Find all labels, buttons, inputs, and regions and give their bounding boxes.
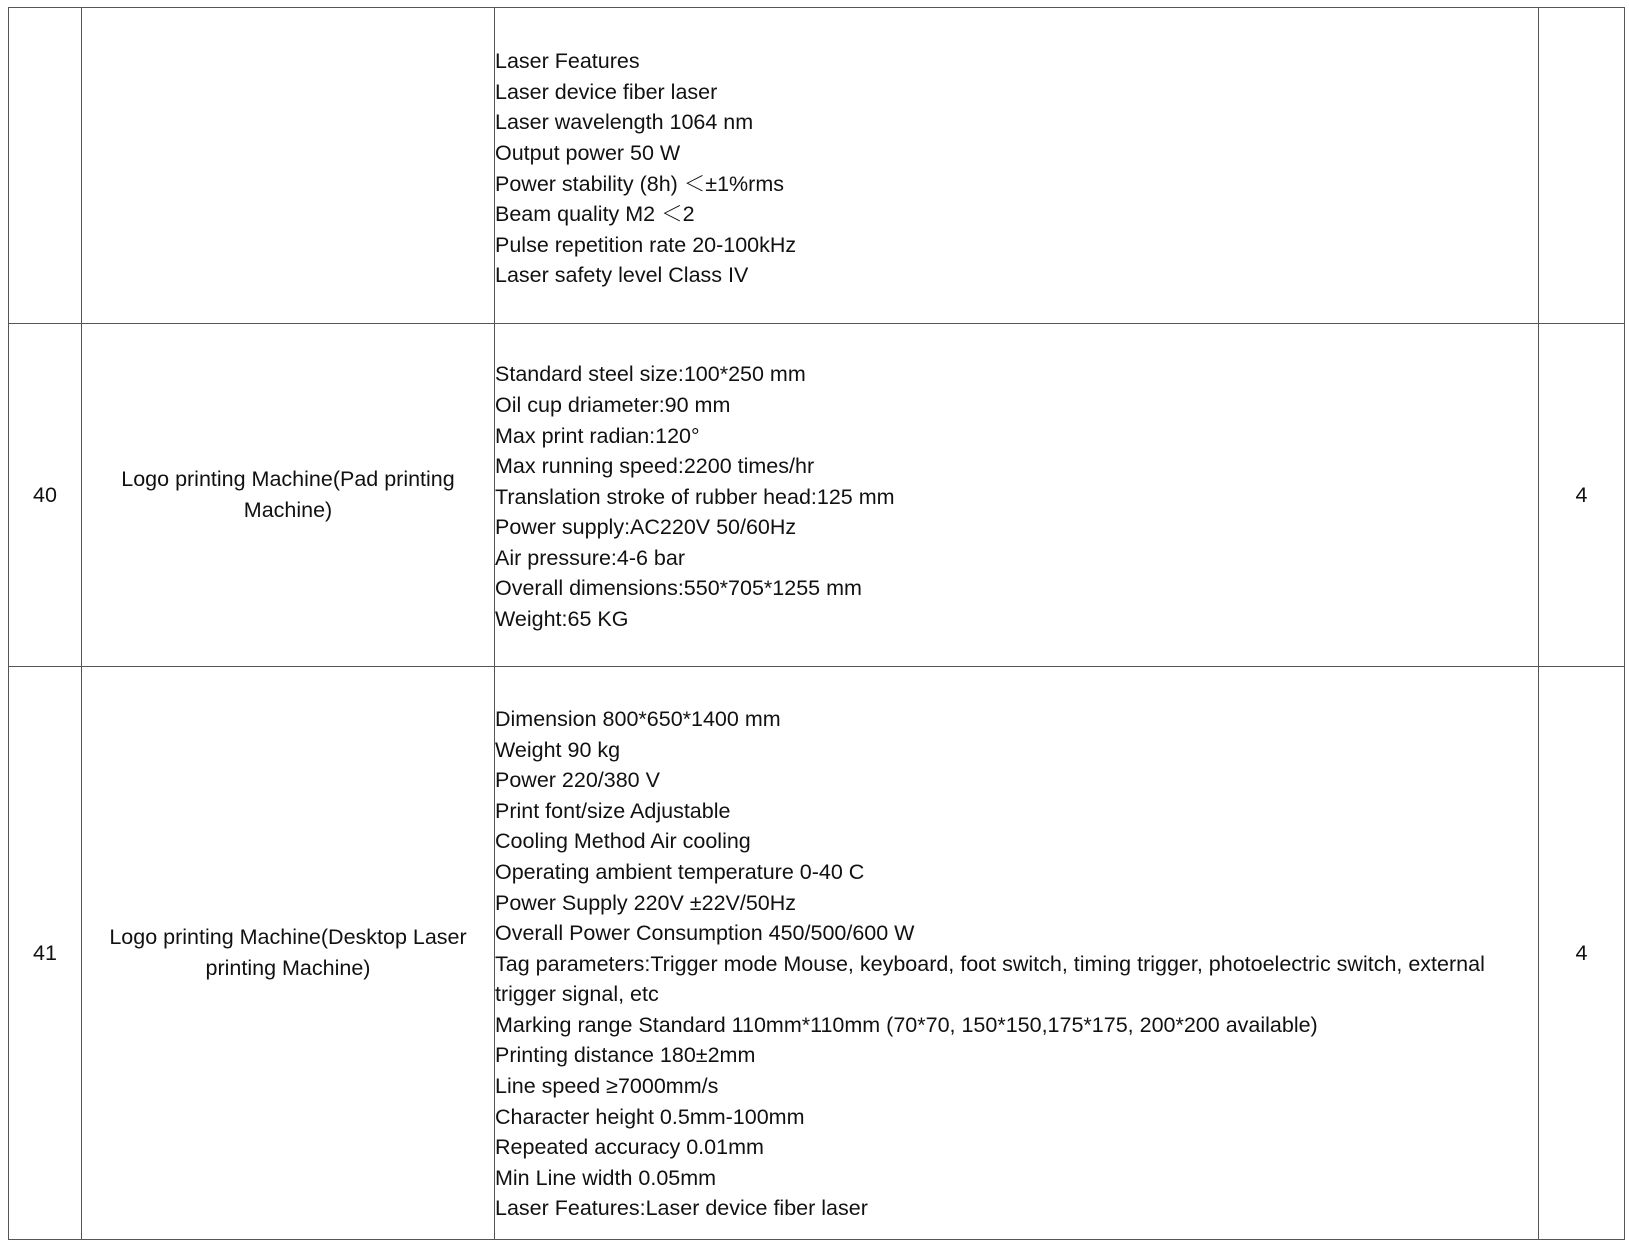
spec-line: Dimension 800*650*1400 mm (495, 706, 781, 731)
table-row (9, 8, 1625, 324)
item-spec-cell (495, 667, 1539, 1240)
spec-line: Weight 90 kg (495, 737, 621, 762)
spec-line: Oil cup driameter:90 mm (495, 392, 731, 417)
item-name-cell: Logo printing Machine(Desktop Laser printing Machine) (82, 667, 495, 1240)
table-row (9, 667, 1625, 1240)
spec-line: Laser device fiber laser (495, 79, 718, 104)
item-quantity-cell: 4 (1539, 324, 1625, 667)
spec-line: Power 220/380 V (495, 768, 660, 793)
spec-line: Tag parameters:Trigger mode Mouse, keyboard, foot switch, timing trigger, photoelectric switch, external trigger signal, etc (495, 951, 1485, 1007)
spec-line: Beam quality M2 ＜2 (495, 202, 695, 227)
spec-line: Laser wavelength 1064 nm (495, 110, 754, 135)
spec-line: Overall dimensions:550*705*1255 mm (495, 576, 862, 601)
spec-line: Laser Features (495, 49, 640, 74)
spec-line: Printing distance 180±2mm (495, 1043, 756, 1068)
spec-line: Max running speed:2200 times/hr (495, 454, 815, 479)
spec-line: Character height 0.5mm-100mm (495, 1104, 805, 1129)
item-number-cell: 41 (9, 667, 82, 1240)
spec-line: Power Supply 220V ±22V/50Hz (495, 890, 797, 915)
spec-line: Laser safety level Class IV (495, 263, 749, 288)
spec-line: Min Line width 0.05mm (495, 1165, 717, 1190)
item-name-cell: Logo printing Machine(Pad printing Machine) (82, 324, 495, 667)
spec-line: Print font/size Adjustable (495, 798, 731, 823)
spec-line: Output power 50 W (495, 140, 681, 165)
equipment-spec-table (8, 7, 1625, 1240)
spec-line: Air pressure:4-6 bar (495, 545, 685, 570)
table-row (9, 324, 1625, 667)
spec-line: Laser Features:Laser device fiber laser (495, 1196, 868, 1221)
item-quantity-cell (1539, 8, 1625, 324)
spec-line: Power supply:AC220V 50/60Hz (495, 515, 797, 540)
spec-line: Power stability (8h) ＜±1%rms (495, 171, 784, 196)
spec-line: Standard steel size:100*250 mm (495, 362, 806, 387)
spec-line: Marking range Standard 110mm*110mm (70*70, 150*150,175*175, 200*200 available) (495, 1012, 1318, 1037)
spec-line: Line speed ≥7000mm/s (495, 1074, 719, 1099)
item-number-cell (9, 8, 82, 324)
item-number-cell: 40 (9, 324, 82, 667)
spec-line: Weight:65 KG (495, 607, 629, 632)
item-spec-cell (495, 8, 1539, 324)
item-name-cell (82, 8, 495, 324)
spec-line: Max print radian:120° (495, 423, 700, 448)
item-quantity-cell: 4 (1539, 667, 1625, 1240)
spec-line: Translation stroke of rubber head:125 mm (495, 484, 895, 509)
spec-line: Operating ambient temperature 0-40 C (495, 859, 865, 884)
spec-line: Pulse repetition rate 20-100kHz (495, 232, 797, 257)
spec-line: Repeated accuracy 0.01mm (495, 1135, 764, 1160)
spec-line: Overall Power Consumption 450/500/600 W (495, 921, 915, 946)
item-spec-cell (495, 324, 1539, 667)
spec-line: Cooling Method Air cooling (495, 829, 751, 854)
